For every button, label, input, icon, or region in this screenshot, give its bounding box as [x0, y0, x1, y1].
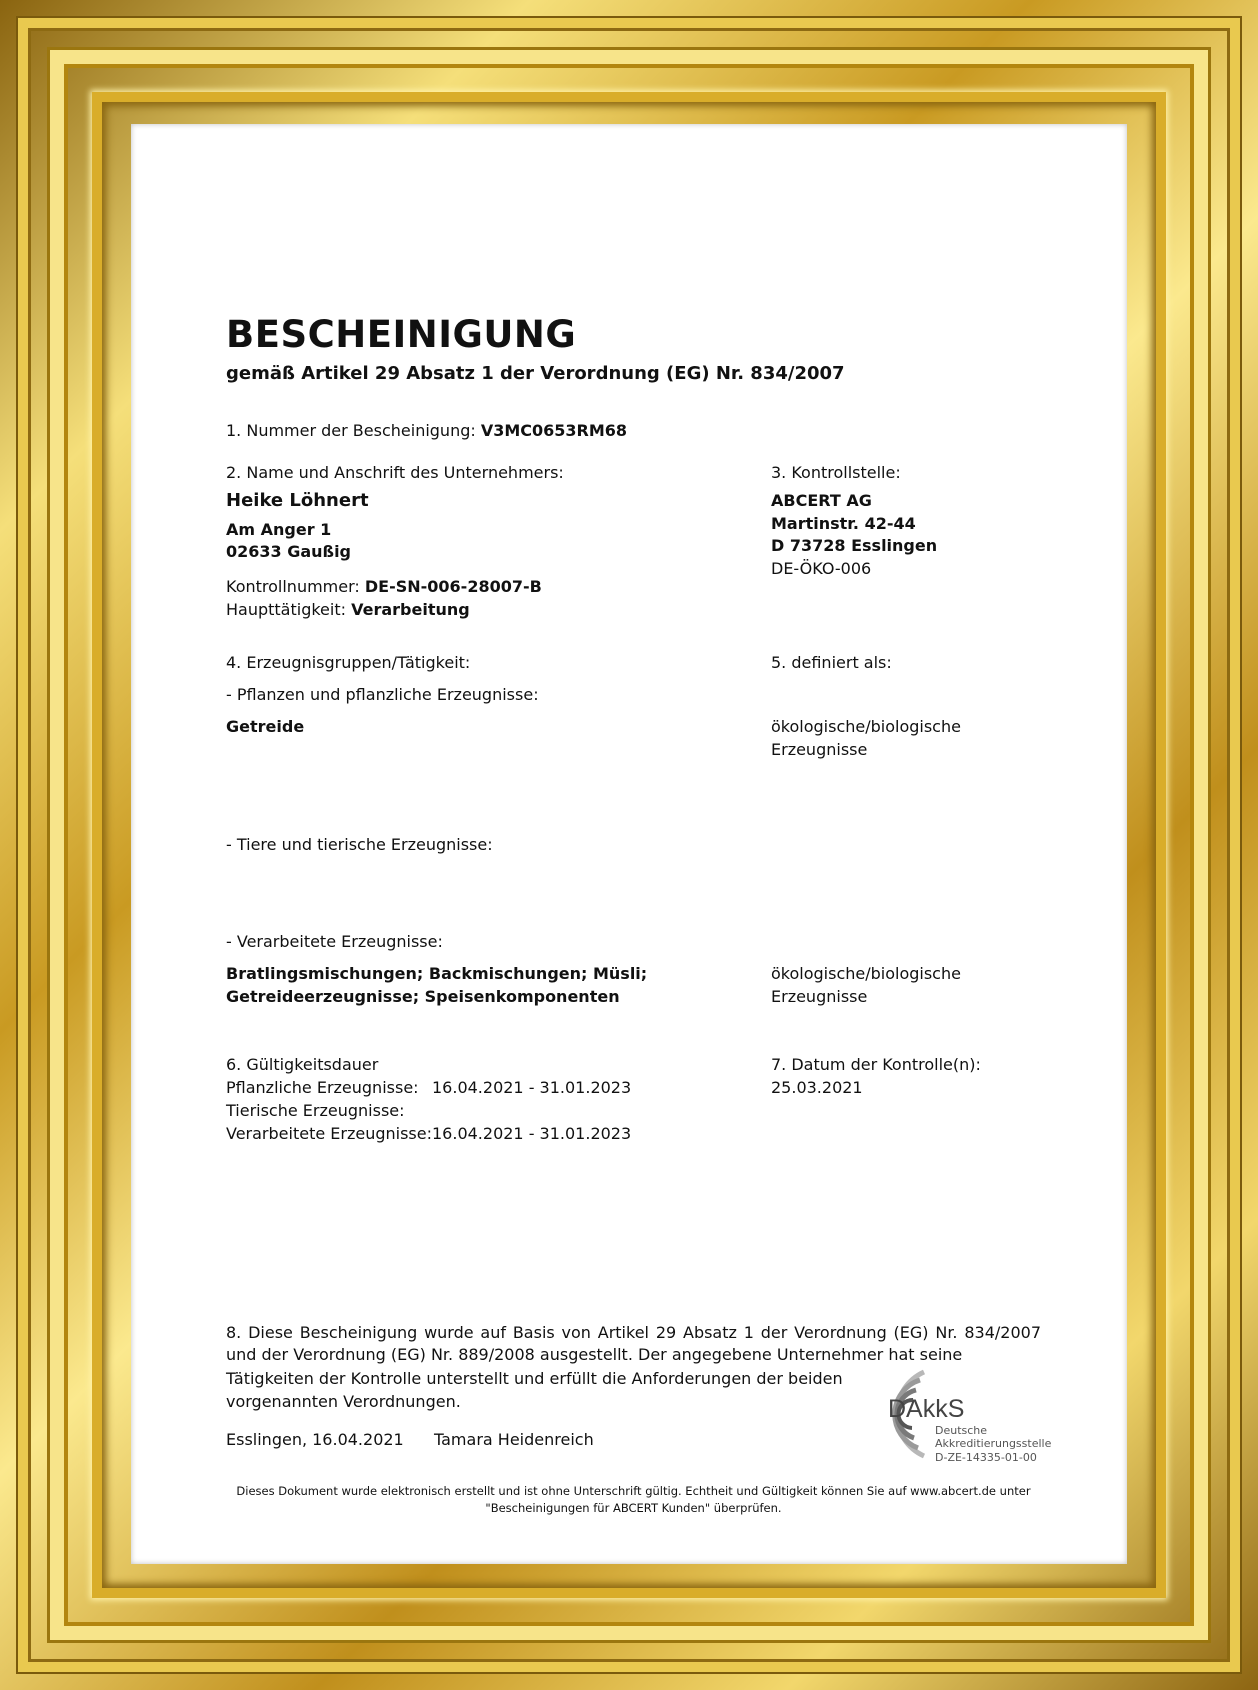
legal-basis-line4: vorgenannten Verordnungen. — [226, 1392, 461, 1411]
processed-definition-line1: ökologische/biologische — [771, 964, 961, 983]
dakks-accreditation-code: D-ZE-14335-01-00 — [935, 1451, 1037, 1464]
operator-name: Heike Löhnert — [226, 490, 369, 511]
certificate-title: BESCHEINIGUNG — [226, 313, 577, 356]
control-number-row — [226, 576, 542, 598]
plants-definition-line2: Erzeugnisse — [771, 740, 868, 759]
animals-category-label: - Tiere und tierische Erzeugnisse: — [226, 835, 493, 854]
control-body-street: Martinstr. 42-44 — [771, 514, 916, 533]
signature-place-date: Esslingen, 16.04.2021 — [226, 1430, 404, 1449]
footer-line2: "Bescheinigungen für ABCERT Kunden" überprüfen. — [485, 1501, 782, 1515]
validity-plants-value: 16.04.2021 - 31.01.2023 — [432, 1078, 632, 1097]
control-number-label: Kontrollnummer: — [226, 577, 365, 596]
dakks-name: DAkkS — [888, 1395, 965, 1423]
validity-processed-label: Verarbeitete Erzeugnisse: — [226, 1124, 432, 1143]
validity-label: 6. Gültigkeitsdauer — [226, 1055, 379, 1074]
plants-definition-line1: ökologische/biologische — [771, 717, 961, 736]
footer-line1: Dieses Dokument wurde elektronisch erstellt und ist ohne Unterschrift gültig. Echtheit und Gültigkeit können Sie auf www.abcert.de unter — [236, 1484, 1031, 1498]
validity-animals-label: Tierische Erzeugnisse: — [226, 1101, 405, 1120]
operator-section-label: 2. Name und Anschrift des Unternehmers: — [226, 463, 564, 482]
product-groups-label: 4. Erzeugnisgruppen/Tätigkeit: — [226, 653, 471, 672]
main-activity-row — [226, 599, 470, 621]
signature-name: Tamara Heidenreich — [434, 1430, 594, 1449]
plants-category-value: Getreide — [226, 717, 305, 736]
processed-products-line1: Bratlingsmischungen; Backmischungen; Müsli; — [226, 964, 648, 983]
legal-basis-paragraph: 8. Diese Bescheinigung wurde auf Basis von Artikel 29 Absatz 1 der Verordnung (EG) Nr. 834/2007 und der Verordnung (EG) Nr. 889/2008 ausgestellt. Der angegebene Unternehmer hat seine — [226, 1323, 1041, 1364]
dakks-line1: Deutsche — [935, 1424, 988, 1437]
main-activity-value: Verarbeitung — [351, 600, 470, 619]
control-body-label: 3. Kontrollstelle: — [771, 463, 901, 482]
control-body-name: ABCERT AG — [771, 491, 872, 510]
certificate-number-row — [226, 420, 627, 442]
processed-products-line2: Getreideerzeugnisse; Speisenkomponenten — [226, 987, 620, 1006]
legal-basis-line3: Tätigkeiten der Kontrolle unterstellt und erfüllt die Anforderungen der beiden — [226, 1369, 843, 1388]
certificate-number-value: V3MC0653RM68 — [480, 421, 628, 440]
control-body-city: D 73728 Esslingen — [771, 536, 938, 555]
inspection-date-value: 25.03.2021 — [771, 1078, 863, 1097]
defined-as-label: 5. definiert als: — [771, 653, 892, 672]
certificate-subtitle: gemäß Artikel 29 Absatz 1 der Verordnung (EG) Nr. 834/2007 — [226, 363, 845, 384]
main-activity-label: Haupttätigkeit: — [226, 600, 352, 619]
footer-note — [226, 1483, 1041, 1517]
dakks-line2: Akkreditierungsstelle — [935, 1437, 1052, 1450]
control-number-value: DE-SN-006-28007-B — [364, 577, 542, 596]
plants-category-label: - Pflanzen und pflanzliche Erzeugnisse: — [226, 685, 539, 704]
dakks-logo — [856, 1368, 1052, 1468]
validity-plants-label: Pflanzliche Erzeugnisse: — [226, 1078, 419, 1097]
certificate-number-label: 1. Nummer der Bescheinigung: — [226, 421, 481, 440]
processed-definition-line2: Erzeugnisse — [771, 987, 868, 1006]
inspection-date-label: 7. Datum der Kontrolle(n): — [771, 1055, 981, 1074]
operator-city: 02633 Gaußig — [226, 542, 351, 561]
validity-processed-value: 16.04.2021 - 31.01.2023 — [432, 1124, 632, 1143]
processed-category-label: - Verarbeitete Erzeugnisse: — [226, 932, 443, 951]
operator-street: Am Anger 1 — [226, 520, 332, 539]
control-body-code: DE-ÖKO-006 — [771, 559, 872, 578]
